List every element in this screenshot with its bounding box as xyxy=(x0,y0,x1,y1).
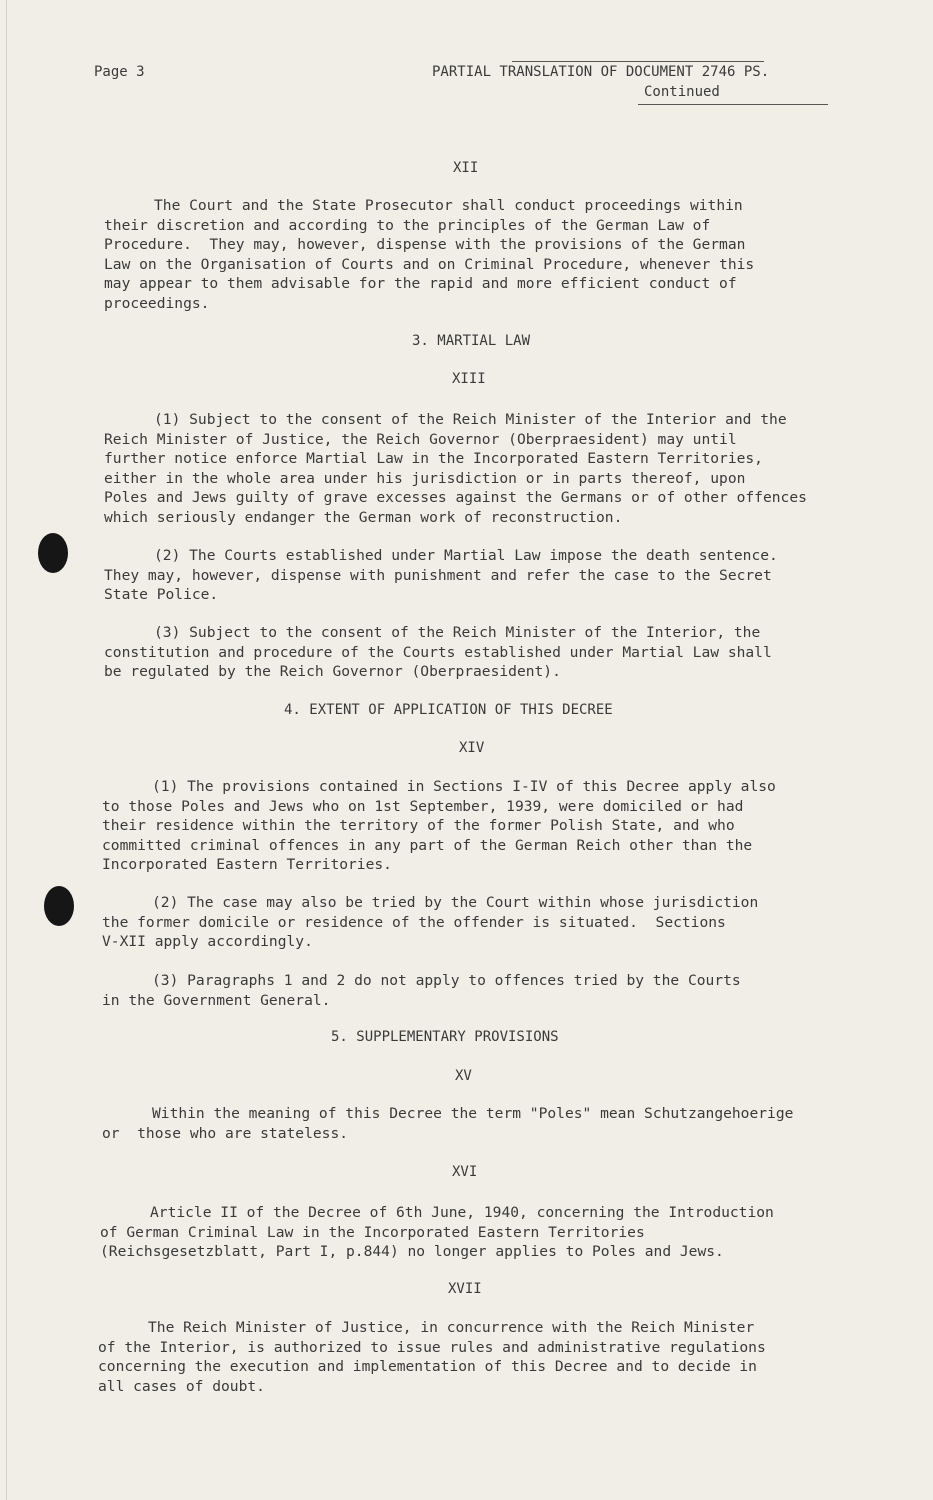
continued-label xyxy=(644,84,720,100)
section-xiii-paragraph-2: (2) The Courts established under Martial Law impose the death sentence. They may, however, dispense with punishment and refer the case to the Secret State Police. xyxy=(104,547,778,603)
section-heading-xiii: XIII xyxy=(452,371,486,387)
section-xiii-paragraph-3: (3) Subject to the consent of the Reich Minister of the Interior, the constitution and procedure of the Courts established under Martial Law shall be regulated by the Reich Governor (Oberpraesident). xyxy=(104,624,772,680)
section-xvii-paragraph: The Reich Minister of Justice, in concurrence with the Reich Minister of the Interior, is authorized to issue rules and administrative regulations concerning the execution and implementation of this Decree and to decide in all cases of doubt. xyxy=(98,1319,766,1395)
chapter-heading-extent-of-application: 4. EXTENT OF APPLICATION OF THIS DECREE xyxy=(284,702,613,718)
title-underline xyxy=(512,61,764,62)
chapter-heading-martial-law: 3. MARTIAL LAW xyxy=(412,333,531,349)
continued-text: Continued xyxy=(644,84,720,100)
section-xiii-paragraph-1: (1) Subject to the consent of the Reich Minister of the Interior and the Reich Minister of Justice, the Reich Governor (Oberpraesident) may until further notice enforce Martial Law in the Incorporated Eastern Territories, either in the whole area under his jurisdiction or in parts thereof, upon Poles and Jews guilty of grave excesses against the Germans or of other offences which seriously endanger the German work of reconstruction. xyxy=(104,411,807,526)
punch-hole xyxy=(44,886,74,926)
section-heading-xvi: XVI xyxy=(452,1164,478,1180)
punch-hole xyxy=(38,533,68,573)
page-edge-line xyxy=(6,0,7,1500)
continued-underline xyxy=(638,104,828,105)
section-xii-paragraph: The Court and the State Prosecutor shall conduct proceedings within their discretion and according to the principles of the German Law of Procedure. They may, however, dispense with the provisions of the German Law on the Organisation of Courts and on Criminal Procedure, whenever this may appear to them advisable for the rapid and more efficient conduct of proceedings. xyxy=(104,197,755,312)
document-title xyxy=(432,64,769,80)
section-heading-xiv: XIV xyxy=(459,740,485,756)
document-title-text: PARTIAL TRANSLATION OF DOCUMENT 2746 PS. xyxy=(432,64,770,80)
section-xiv-paragraph-3: (3) Paragraphs 1 and 2 do not apply to offences tried by the Courts in the Government General. xyxy=(102,972,741,1009)
section-xiv-paragraph-2: (2) The case may also be tried by the Court within whose jurisdiction the former domicile or residence of the offender is situated. Sections V-XII apply accordingly. xyxy=(102,894,759,950)
section-xv-paragraph: Within the meaning of this Decree the term "Poles" mean Schutzangehoerige or those who are stateless. xyxy=(102,1105,794,1142)
chapter-heading-supplementary-provisions: 5. SUPPLEMENTARY PROVISIONS xyxy=(331,1029,559,1045)
section-xvi-paragraph: Article II of the Decree of 6th June, 1940, concerning the Introduction of German Criminal Law in the Incorporated Eastern Territories (Reichsgesetzblatt, Part I, p.844) no longer applies to Poles and Jews. xyxy=(100,1204,774,1260)
section-heading-xvii: XVII xyxy=(448,1281,482,1297)
section-xiv-paragraph-1: (1) The provisions contained in Sections I-IV of this Decree apply also to those Poles and Jews who on 1st September, 1939, were domiciled or had their residence within the territory of the former Polish State, and who committed criminal offences in any part of the German Reich other than the Incorporated Eastern Territories. xyxy=(102,778,776,873)
section-heading-xii: XII xyxy=(453,160,479,176)
page-number: Page 3 xyxy=(94,64,145,80)
section-heading-xv: XV xyxy=(455,1068,472,1084)
